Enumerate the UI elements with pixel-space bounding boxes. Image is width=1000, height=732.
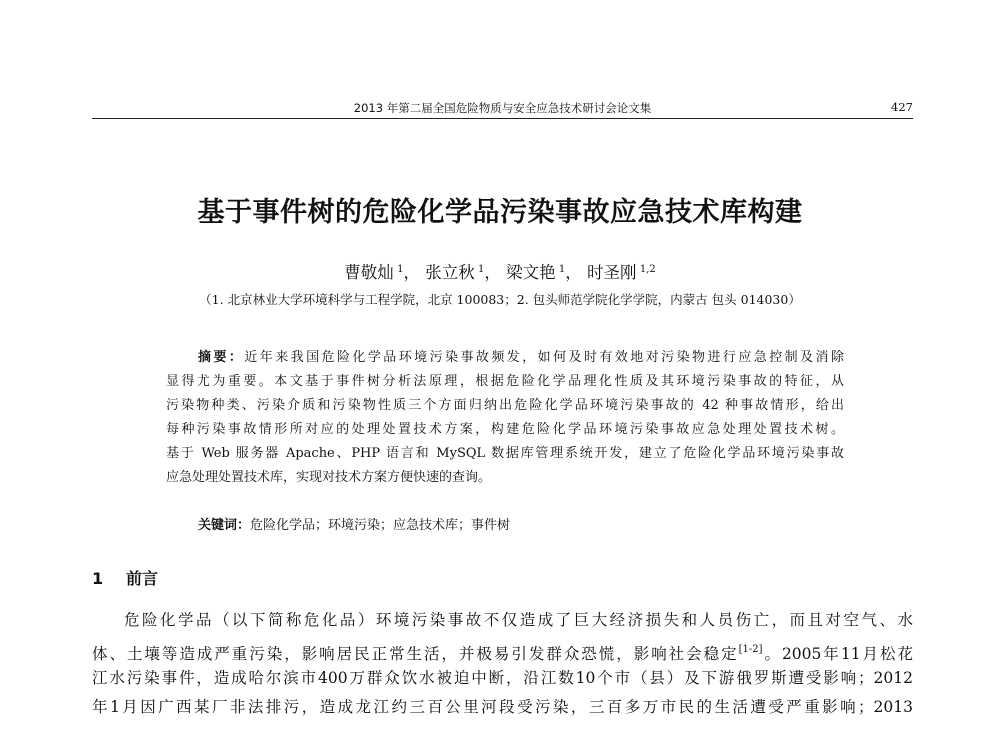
paper-title: 基于事件树的危险化学品污染事故应急技术库构建 (197, 197, 803, 228)
keywords (198, 514, 510, 533)
abstract (166, 346, 844, 490)
section-heading (92, 566, 158, 589)
author-separator: ， (484, 263, 501, 282)
abstract-line (166, 346, 844, 370)
author-affiliation-mark: 1 (397, 264, 404, 275)
affiliation-line: （1. 北京林业大学环境科学与工程学院，北京 100083；2. 包头师范学院化学学院，内蒙古 包头 014030） (199, 292, 801, 307)
body-text (92, 606, 913, 722)
journal-title: 2013 年第二届全国危险物质与安全应急技术研讨会论文集 (353, 101, 652, 115)
section-number: 1 (92, 569, 104, 588)
author-name: 梁文艳 (506, 263, 556, 282)
author-name: 曹敬灿 (344, 263, 394, 282)
abstract-line: 每种污染事故情形所对应的处理处置技术方案，构建危险化学品环境污染事故应急处理处置技术树。 (166, 422, 844, 437)
author-name: 张立秋 (425, 263, 475, 282)
abstract-line: 显得尤为重要。本文基于事件树分析法原理，根据危险化学品理化性质及其环境污染事故的特征，从 (166, 374, 844, 389)
abstract-text: 近年来我国危险化学品环境污染事故频发，如何及时有效地对污染物进行应急控制及消除 (244, 350, 844, 365)
body-line: 危险化学品（以下简称危化品）环境污染事故不仅造成了巨大经济损失和人员伤亡，而且对空气、水 (124, 611, 913, 629)
body-line: 年1月因广西某厂非法排污，造成龙江约三百公里河段受污染，三百多万市民的生活遭受严重影响；2013 (92, 698, 913, 716)
keywords-label: 关键词： (198, 518, 251, 533)
author-separator: ， (565, 263, 582, 282)
author-name: 时圣刚 (587, 263, 637, 282)
page-number: 427 (891, 100, 913, 114)
abstract-line: 基于 Web 服务器 Apache、PHP 语言和 MySQL 数据库管理系统开发，建立了危险化学品环境污染事故 (166, 446, 844, 461)
body-text-segment: 体、土壤等造成严重污染，影响居民正常生活，并极易引发群众恐慌，影响社会稳定 (92, 645, 739, 663)
body-line: 江水污染事件，造成哈尔滨市400万群众饮水被迫中断，沿江数10个市（县）及下游俄罗斯遭受影响；2012 (92, 669, 913, 687)
keywords-text: 危险化学品；环境污染；应急技术库；事件树 (250, 518, 511, 533)
citation-mark: [1-2] (738, 644, 763, 655)
author-separator: ， (403, 263, 420, 282)
author-affiliation-mark: 1 (477, 264, 485, 275)
author-affiliation-mark: 1 (558, 264, 566, 275)
abstract-line: 污染物种类、污染介质和污染物性质三个方面归纳出危险化学品环境污染事故的 42 种事故情形，给出 (166, 398, 844, 413)
author-affiliation-mark: 1,2 (639, 264, 656, 275)
section-title: 前言 (126, 569, 159, 588)
running-header (92, 96, 913, 119)
abstract-label: 摘要： (198, 350, 245, 365)
body-line (92, 635, 913, 664)
author-list (0, 259, 1000, 283)
abstract-line: 应急处理处置技术库，实现对技术方案方便快速的查询。 (166, 470, 492, 485)
body-text-segment: 。2005年11月松花 (762, 645, 913, 663)
